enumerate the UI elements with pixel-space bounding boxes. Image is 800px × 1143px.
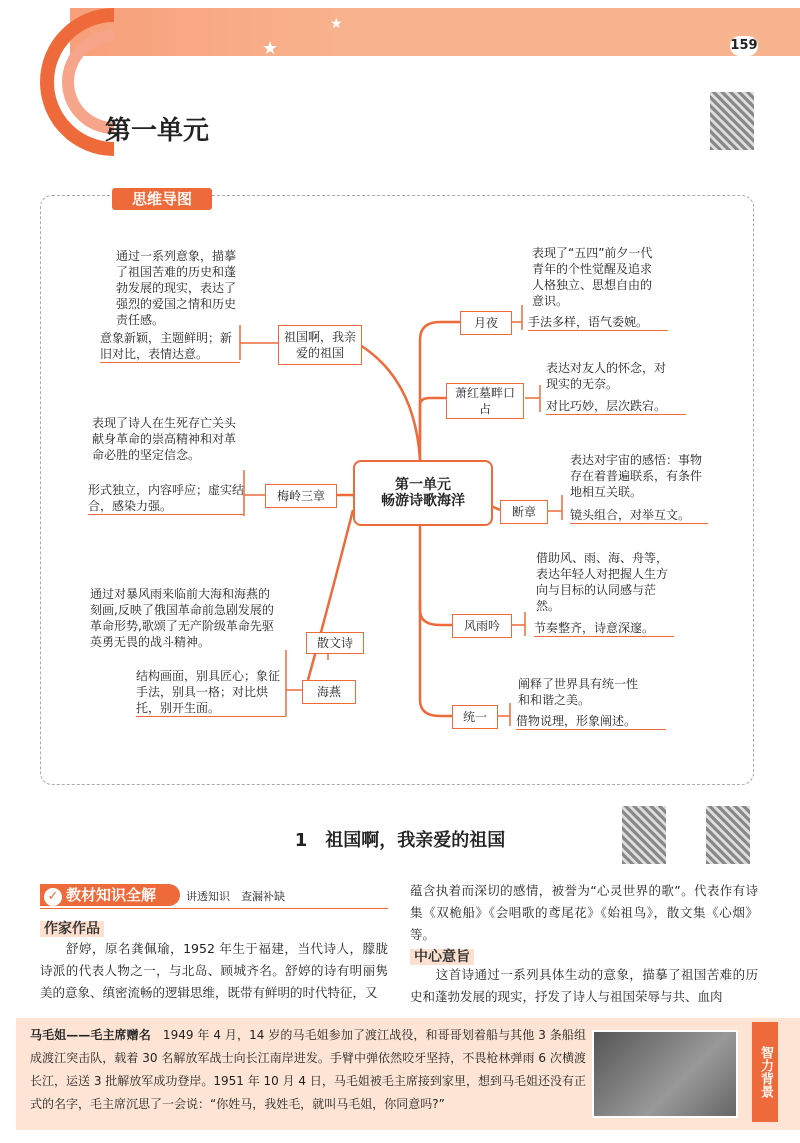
background-text (30, 1024, 586, 1116)
node-meiling: 梅岭三章 (265, 484, 337, 508)
feature-tongyi: 借物说理，形象阐述。 (516, 713, 666, 730)
desc-zuguo: 通过一系列意象，描摹了祖国苦难的历史和蓬勃发展的现实，表达了强烈的爱国之情和历史责任感。 (116, 249, 237, 327)
node-zuguo: 祖国啊，我亲爱的祖国 (278, 325, 362, 365)
node-duanzhang: 断章 (500, 500, 548, 524)
feature-haiyan: 结构画面，别具匠心；象征手法，别具一格；对比烘托，别开生面。 (136, 668, 286, 717)
knowledge-subtitle: 讲透知识 查漏补缺 (186, 890, 285, 903)
star-icon: ★ (262, 38, 279, 59)
unit-title: 第一单元 (105, 116, 210, 146)
photo-mamaojie (592, 1030, 738, 1118)
author-heading: 作家作品 (40, 918, 104, 938)
desc-fengyuyin: 借助风、雨、海、舟等，表达年轻人对把握人生方向与目标的认同感与茫然。 (536, 551, 669, 613)
feature-zuguo: 意象新颖，主题鲜明；新旧对比，表情达意。 (100, 330, 240, 363)
desc-tongyi: 阐释了世界具有统一性和和谐之美。 (518, 677, 639, 707)
node-yueye: 月夜 (460, 311, 512, 335)
qr-code-icon[interactable] (622, 806, 666, 864)
knowledge-badge (40, 884, 180, 906)
page-number: 159 (730, 36, 758, 56)
desc-yueye: 表现了“五四”前夕一代青年的个性觉醒及追求人格独立、思想自由的意识。 (532, 246, 653, 308)
center-line2: 畅游诗歌海洋 (381, 493, 465, 509)
background-title: 马毛姐——毛主席赠名 (30, 1028, 151, 1042)
node-haiyan: 海燕 (302, 680, 356, 704)
star-icon: ★ (330, 16, 343, 32)
desc-haiyan: 通过对暴风雨来临前大海和海燕的刻画,反映了俄国革命前急剧发展的革命形势,歌颂了无产阶级革命先驱英勇无畏的战斗精神。 (90, 587, 274, 649)
mindmap-tag: 思维导图 (112, 188, 212, 210)
theme-heading: 中心意旨 (410, 946, 474, 966)
qr-code-icon[interactable] (706, 806, 750, 864)
check-icon: ✓ (44, 888, 62, 906)
desc-duanzhang: 表达对宇宙的感悟：事物存在着普遍联系，有条件地相互关联。 (570, 453, 703, 499)
theme-text: 这首诗通过一系列具体生动的意象，描摹了祖国苦难的历史和蓬勃发展的现实，抒发了诗人与祖国荣辱与共、血肉 (410, 967, 758, 1004)
section-title: 1 祖国啊，我亲爱的祖国 (294, 830, 506, 851)
desc-xiaohong: 表达对友人的怀念，对现实的无奈。 (546, 361, 667, 391)
background-side-label: 智力背景 (752, 1022, 778, 1122)
node-fengyuyin: 风雨吟 (452, 614, 512, 638)
feature-yueye: 手法多样，语气委婉。 (528, 314, 668, 331)
mindmap-center-node (353, 460, 493, 526)
feature-duanzhang: 镜头组合，对举互文。 (570, 507, 708, 524)
knowledge-badge-label: 教材知识全解 (66, 886, 157, 904)
desc-meiling: 表现了诗人在生死存亡关头献身革命的崇高精神和对革命必胜的坚定信念。 (92, 416, 237, 462)
feature-fengyuyin: 节奏整齐，诗意深邃。 (534, 620, 674, 637)
feature-meiling: 形式独立，内容呼应；虚实结合，感染力强。 (88, 483, 245, 513)
author-text: 舒婷，原名龚佩瑜，1952 年生于福建，当代诗人，朦胧诗派的代表人物之一，与北岛、顾城齐名。舒婷的诗有明丽隽美的意象、缜密流畅的逻辑思维，既带有鲜明的时代特征，又 (40, 941, 388, 1000)
node-sanwenshi: 散文诗 (306, 632, 364, 654)
node-tongyi: 统一 (452, 705, 498, 729)
node-xiaohong: 萧红墓畔口占 (446, 383, 524, 419)
author-text-cont: 蕴含执着而深切的感情，被誉为“心灵世界的歌”。代表作有诗集《双桅船》《会唱歌的鸢尾花》《始祖鸟》，散文集《心烟》等。 (410, 883, 758, 942)
center-line1: 第一单元 (395, 477, 451, 493)
feature-xiaohong: 对比巧妙，层次跌宕。 (546, 398, 686, 415)
background-body: 1949 年 4 月，14 岁的马毛姐参加了渡江战役，和哥哥划着船与其他 3 条船组成渡江突击队，载着 30 名解放军战士向长江南岸进发。手臂中弹依然咬牙坚持，不畏枪林弹雨 6 次横渡长江，运送 3 批解放军成功登岸。1951 年 10 月 4 日，马毛姐被毛主席接到家里，想到马毛姐还没有正式的名字，毛主席沉思了一会说：“你姓马，我姓毛，就叫马毛姐，你同意吗?” (30, 1028, 586, 1111)
